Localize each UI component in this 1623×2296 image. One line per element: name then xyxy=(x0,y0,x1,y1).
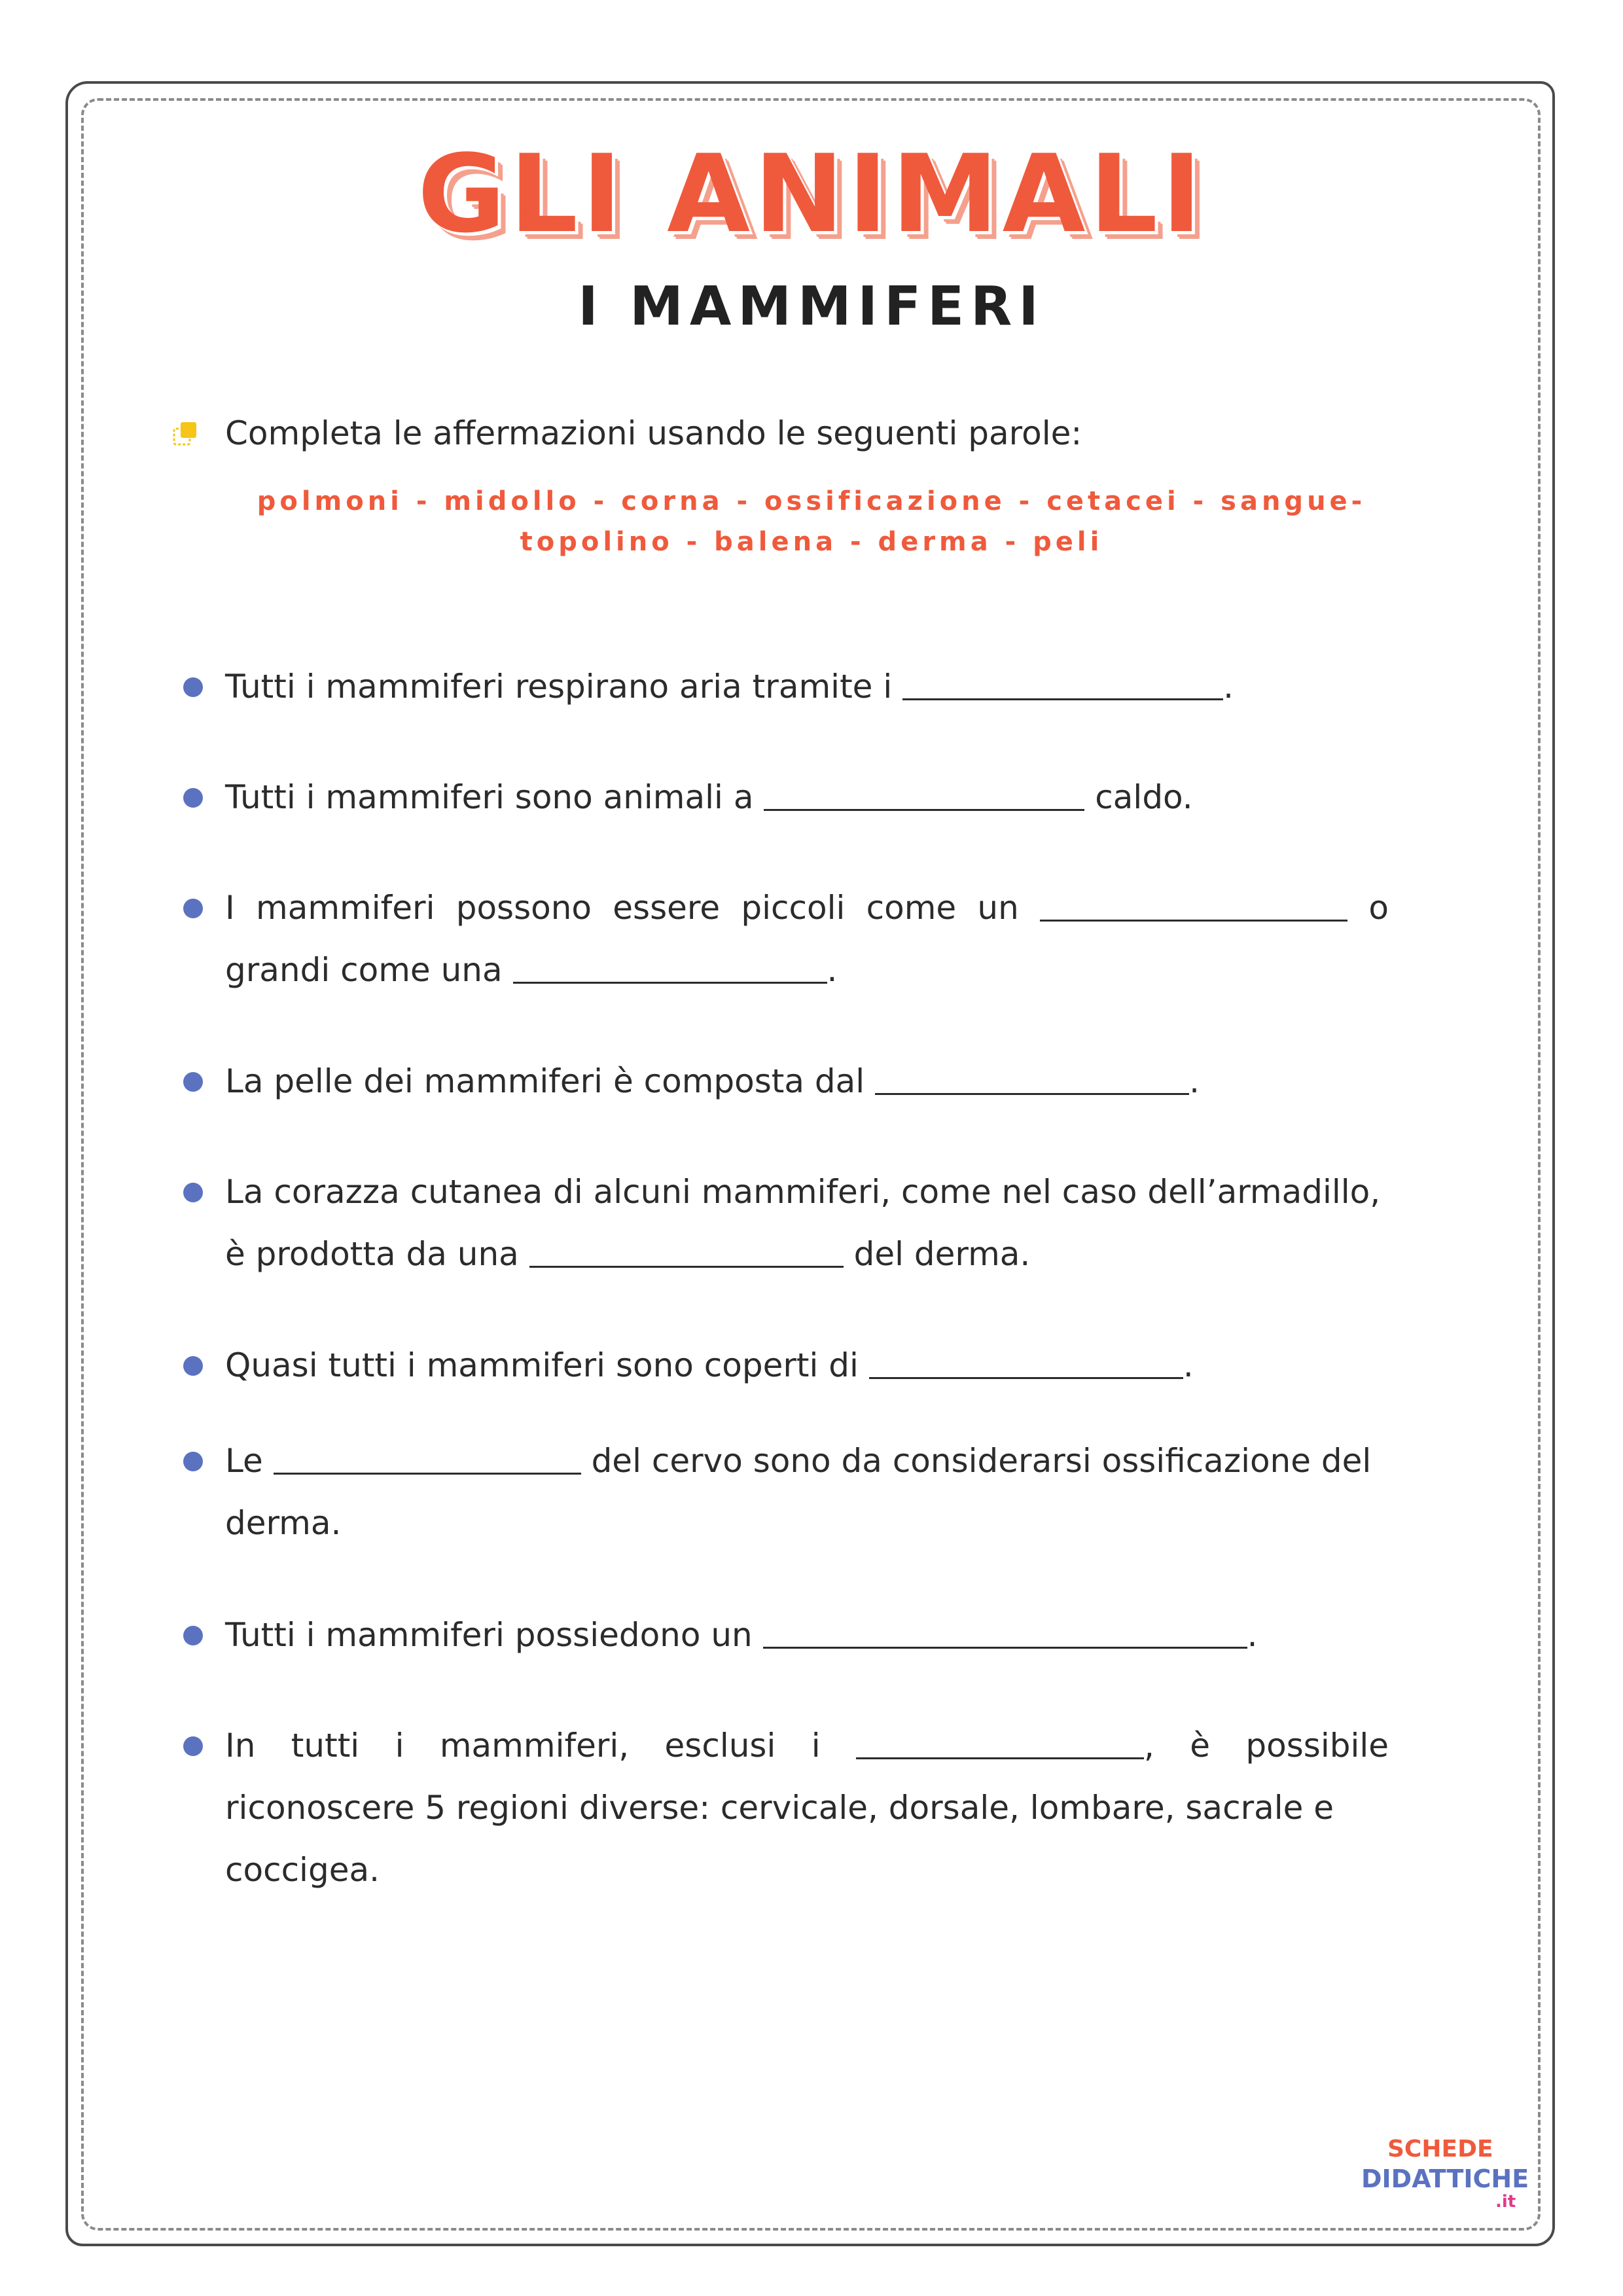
bullet-icon xyxy=(183,1356,203,1376)
answer-blank[interactable] xyxy=(902,698,1223,700)
bullet-icon xyxy=(183,1626,203,1645)
question-6: Quasi tutti i mammiferi sono coperti di . xyxy=(225,1346,1194,1384)
word-bank-line-1: polmoni - midollo - corna - ossificazione - cetacei - sangue- xyxy=(257,486,1366,516)
page-subtitle: I MAMMIFERI xyxy=(578,276,1045,338)
bullet-icon xyxy=(183,1072,203,1092)
bullet-icon xyxy=(183,1452,203,1471)
word-bank-line-2: topolino - balena - derma - peli xyxy=(520,527,1103,557)
answer-blank[interactable] xyxy=(274,1473,581,1475)
bullet-icon xyxy=(183,788,203,808)
schede-didattiche-logo xyxy=(1361,2127,1538,2212)
answer-blank[interactable] xyxy=(529,1266,844,1268)
logo-line-2: DIDATTICHE xyxy=(1361,2164,1529,2193)
answer-blank[interactable] xyxy=(763,1647,1247,1649)
answer-blank[interactable] xyxy=(1040,920,1347,922)
question-9: In tutti i mammiferi, esclusi i , è possibile riconoscere 5 regioni diverse: cervicale, dorsale, lombare, sacrale e coccigea. xyxy=(225,1727,1389,1889)
logo-line-1: SCHEDE xyxy=(1387,2136,1493,2162)
instruction-text: Completa le affermazioni usando le seguenti parole: xyxy=(225,414,1082,452)
bullet-icon xyxy=(183,899,203,918)
answer-blank[interactable] xyxy=(856,1757,1144,1759)
answer-blank[interactable] xyxy=(869,1377,1183,1379)
logo-suffix: .it xyxy=(1495,2192,1516,2212)
question-7: Le del cervo sono da considerarsi ossificazione del derma. xyxy=(225,1442,1372,1542)
question-2: Tutti i mammiferi sono animali a caldo. xyxy=(225,778,1193,816)
square-sticker-icon xyxy=(171,420,200,448)
question-4: La pelle dei mammiferi è composta dal . xyxy=(225,1062,1200,1100)
answer-blank[interactable] xyxy=(513,982,827,984)
page-title: GLI ANIMALI xyxy=(417,132,1206,257)
bullet-icon xyxy=(183,1736,203,1756)
bullet-icon xyxy=(183,677,203,697)
question-5: La corazza cutanea di alcuni mammiferi, come nel caso dell’armadillo, è prodotta da una del derma. xyxy=(225,1173,1381,1273)
question-8: Tutti i mammiferi possiedono un . xyxy=(225,1616,1258,1654)
question-1: Tutti i mammiferi respirano aria tramite i . xyxy=(225,668,1234,706)
answer-blank[interactable] xyxy=(764,809,1084,811)
answer-blank[interactable] xyxy=(875,1093,1189,1095)
question-3: I mammiferi possono essere piccoli come un o grandi come una . xyxy=(225,889,1389,989)
bullet-icon xyxy=(183,1183,203,1202)
